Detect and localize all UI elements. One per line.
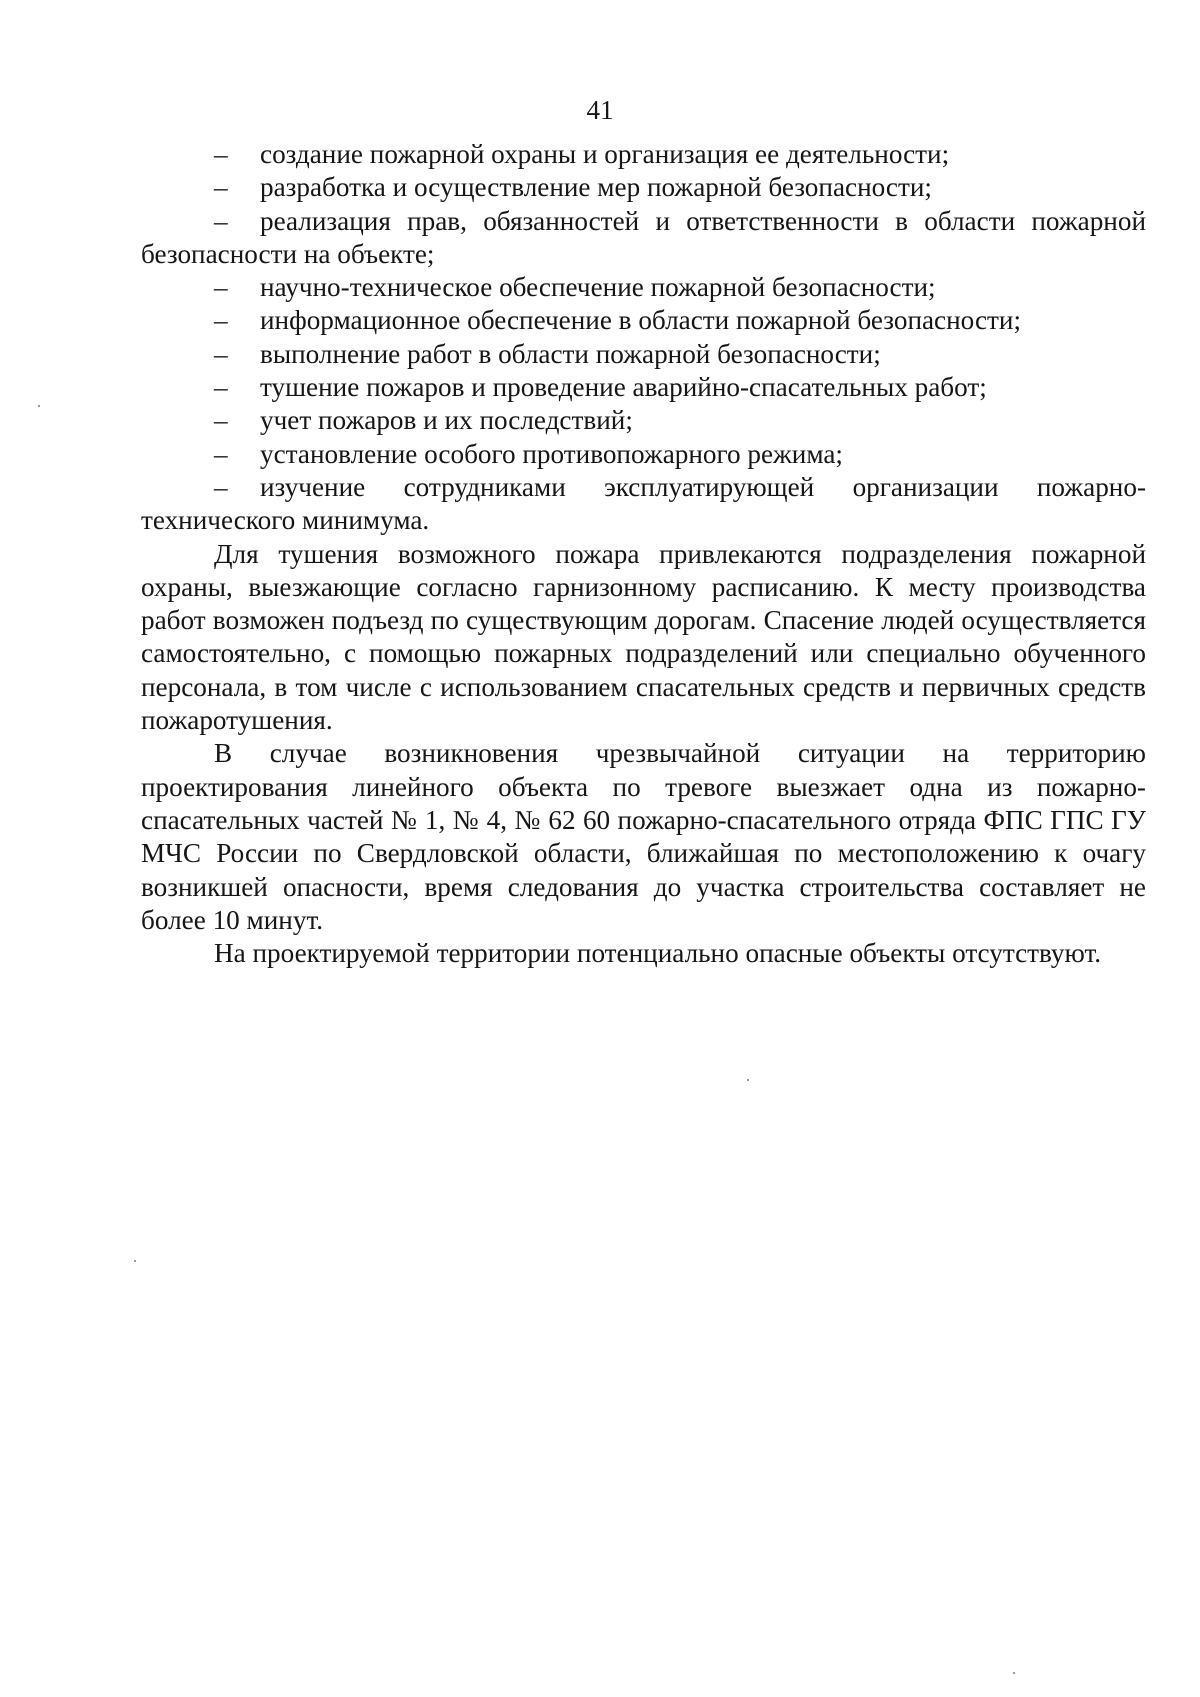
list-item	[141, 371, 1146, 404]
paragraph-hazardous-objects: На проектируемой территории потенциально опасные объекты отсутствуют.	[214, 938, 1102, 969]
scan-speck	[1013, 1672, 1015, 1674]
list-item-text: создание пожарной охраны и организация ее деятельности;	[260, 139, 950, 169]
list-item-text: научно-техническое обеспечение пожарной безопасности;	[260, 272, 936, 303]
list-dash: –	[214, 471, 228, 502]
list-dash: –	[214, 305, 228, 336]
scan-speck	[134, 1260, 136, 1262]
list-dash: –	[214, 139, 228, 169]
page-number: 41	[586, 95, 614, 125]
list-dash: –	[214, 272, 228, 303]
list-item-text: реализация прав, обязанностей и ответственности в области пожарной безопасности на объекте;	[141, 205, 1146, 269]
list-item-text: тушение пожаров и проведение аварийно-спасательных работ;	[260, 372, 987, 403]
list-item	[141, 338, 1146, 371]
list-item	[141, 304, 1146, 337]
paragraph-firefighting: Для тушения возможного пожара привлекаются подразделения пожарной охраны, выезжающие согласно гарнизонному расписанию. К месту производства работ возможен подъезд по существующим дорогам. Спасение людей осуществляется самостоятельно, с помощью пожарных подразделений или специально обученного персонала, в том числе с использованием спасательных средств и первичных средств пожаротушения.	[141, 538, 1146, 736]
list-dash: –	[214, 372, 228, 403]
list-item	[141, 404, 1146, 437]
list-item	[141, 438, 1146, 471]
list-dash: –	[214, 438, 228, 469]
paragraph-emergency-response: В случае возникновения чрезвычайной ситуации на территорию проектирования линейного объекта по тревоге выезжает одна из пожарно-спасательных частей № 1, № 4, № 62 60 пожарно-спасательного отряда ФПС ГПС ГУ МЧС России по Свердловской области, ближайшая по местоположению к очагу возникшей опасности, время следования до участка строительства составляет не более 10 минут.	[141, 738, 1146, 935]
scan-speck	[38, 405, 40, 407]
list-dash: –	[214, 172, 228, 203]
list-item-text: разработка и осуществление мер пожарной безопасности;	[260, 172, 932, 203]
scan-speck	[747, 1079, 749, 1081]
list-dash: –	[214, 205, 228, 236]
list-dash: –	[214, 405, 228, 436]
list-item	[141, 138, 1146, 171]
list-item	[141, 205, 1146, 272]
list-dash: –	[214, 338, 228, 369]
list-item-text: учет пожаров и их последствий;	[260, 405, 633, 436]
list-item	[141, 171, 1146, 204]
document-body	[141, 138, 1146, 970]
list-item-text: изучение сотрудниками эксплуатирующей организации пожарно-технического минимума.	[141, 471, 1146, 536]
list-item-text: информационное обеспечение в области пожарной безопасности;	[260, 305, 1021, 336]
list-item-text: выполнение работ в области пожарной безопасности;	[260, 338, 881, 369]
list-item-text: установление особого противопожарного режима;	[260, 438, 843, 469]
list-item	[141, 471, 1146, 538]
list-item	[141, 271, 1146, 304]
